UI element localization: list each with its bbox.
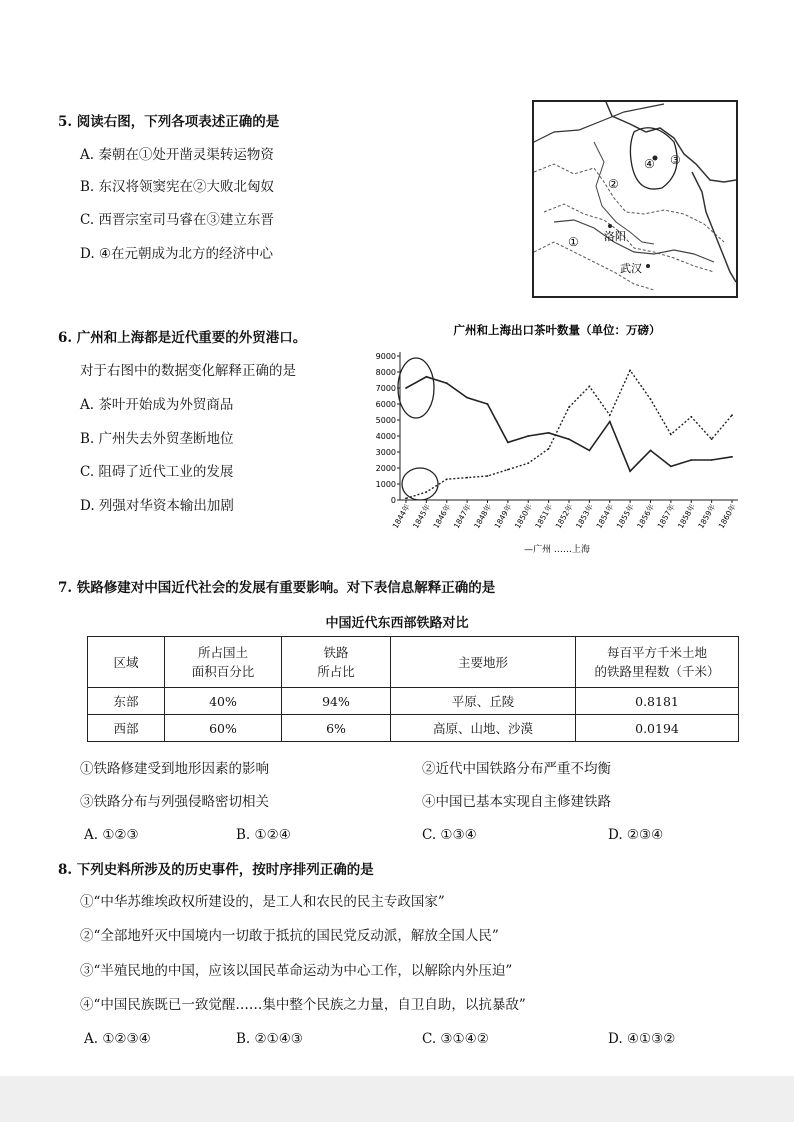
- map-coastline: [606, 102, 736, 182]
- table-cell: 0.0194: [576, 715, 739, 742]
- x-tick-label: 1846年: [431, 502, 453, 531]
- q8-answer-b: B. ②①④③: [236, 1031, 303, 1047]
- q8-quote-1: ①“中华苏维埃政权所建设的，是工人和农民的民主专政国家”: [80, 894, 445, 910]
- chart-legend: —广州 ……上海: [524, 545, 590, 555]
- header-terrain: 主要地形: [391, 637, 576, 688]
- data-point: [568, 406, 570, 408]
- data-point: [466, 397, 468, 399]
- map-border-north: [534, 104, 664, 142]
- data-point: [548, 432, 550, 434]
- data-point: [650, 398, 652, 400]
- data-point: [507, 442, 509, 444]
- data-point: [650, 450, 652, 452]
- x-tick-label: 1849年: [492, 502, 514, 531]
- footer-strip: [0, 1076, 794, 1122]
- data-point: [425, 491, 427, 493]
- luoyang-dot: [608, 224, 612, 228]
- q7-statement-1: ①铁路修建受到地形因素的影响: [80, 761, 269, 777]
- q5-option-c: C. 西晋宗室司马睿在③建立东晋: [80, 212, 274, 228]
- table-cell: 西部: [88, 715, 165, 742]
- table-cell: 东部: [88, 688, 165, 715]
- data-point: [711, 438, 713, 440]
- y-tick-label: 6000: [375, 400, 396, 409]
- table-header-row: [88, 637, 739, 688]
- x-tick-label: 1845年: [411, 502, 433, 531]
- handdrawn-circle-top: [398, 358, 434, 418]
- y-tick-label: 4000: [375, 432, 396, 441]
- wuhan-dot: [646, 264, 650, 268]
- y-tick-label: 1000: [375, 480, 396, 489]
- data-point: [405, 387, 407, 389]
- q7-answer-b: B. ①②④: [236, 827, 291, 843]
- header-area: 所占国土 面积百分比: [165, 637, 282, 688]
- x-tick-label: 1851年: [533, 502, 555, 531]
- map-label-wuhan: 武汉: [620, 262, 642, 275]
- x-tick-label: 1847年: [451, 502, 473, 531]
- map-marker-3: ③: [670, 153, 681, 167]
- table-cell: 40%: [165, 688, 282, 715]
- data-point: [609, 421, 611, 423]
- x-tick-label: 1844年: [390, 502, 412, 531]
- x-tick-label: 1859年: [696, 502, 718, 531]
- q6-option-c: C. 阻碍了近代工业的发展: [80, 464, 234, 480]
- q8-answer-c: C. ③①④②: [422, 1031, 489, 1047]
- data-point: [568, 438, 570, 440]
- railway-table: [87, 636, 739, 742]
- q8-quote-3: ③“半殖民地的中国，应该以国民革命运动为中心工作，以解除内外压迫”: [80, 963, 513, 979]
- data-point: [548, 448, 550, 450]
- map-province-line-1: [534, 164, 724, 242]
- table-cell: 94%: [282, 688, 391, 715]
- data-point: [731, 414, 733, 416]
- handdrawn-circle-bottom: [402, 468, 438, 500]
- x-tick-label: 1856年: [635, 502, 657, 531]
- y-tick-label: 9000: [375, 352, 396, 361]
- header-density: 每百平方千米土地 的铁路里程数（千米）: [576, 637, 739, 688]
- y-tick-label: 8000: [375, 368, 396, 377]
- data-point: [446, 478, 448, 480]
- header-rail-share: 铁路 所占比: [282, 637, 391, 688]
- data-point: [690, 416, 692, 418]
- map-marker-2: ②: [608, 177, 619, 191]
- q7-statement-2: ②近代中国铁路分布严重不均衡: [422, 761, 611, 777]
- q5-option-d: D. ④在元朝成为北方的经济中心: [80, 246, 274, 262]
- x-tick-label: 1858年: [675, 502, 697, 531]
- y-tick-label: 5000: [375, 416, 396, 425]
- x-tick-label: 1857年: [655, 502, 677, 531]
- data-point: [629, 370, 631, 372]
- q7-statement-3: ③铁路分布与列强侵略密切相关: [80, 794, 269, 810]
- data-point: [405, 498, 407, 500]
- x-tick-label: 1855年: [614, 502, 636, 531]
- x-tick-label: 1848年: [472, 502, 494, 531]
- q6-option-b: B. 广州失去外贸垄断地位: [80, 431, 234, 447]
- x-tick-label: 1860年: [716, 502, 738, 531]
- rail-table-title: 中国近代东西部铁路对比: [325, 616, 469, 631]
- table-cell: 高原、山地、沙漠: [391, 715, 576, 742]
- q5-stem: 5. 阅读右图，下列各项表述正确的是: [58, 114, 280, 130]
- q5-option-a: A. 秦朝在①处开凿灵渠转运物资: [80, 147, 274, 163]
- q6-stem-line1: 6. 广州和上海都是近代重要的外贸港口。: [58, 330, 307, 346]
- q8-stem: 8. 下列史料所涉及的历史事件，按时序排列正确的是: [58, 862, 374, 878]
- map-marker-4: ④: [644, 157, 655, 171]
- y-tick-label: 3000: [375, 448, 396, 457]
- data-point: [731, 456, 733, 458]
- q8-answer-a: A. ①②③④: [84, 1031, 151, 1047]
- map-label-luoyang: 洛阳: [604, 230, 626, 243]
- map-marker-1: ①: [568, 235, 579, 249]
- chart-title: 广州和上海出口茶叶数量（单位：万磅）: [453, 323, 661, 337]
- tea-export-chart: [366, 320, 748, 560]
- q7-answer-a: A. ①②③: [84, 827, 139, 843]
- y-tick-label: 7000: [375, 384, 396, 393]
- data-point: [711, 459, 713, 461]
- q5-option-b: B. 东汉将领窦宪在②大败北匈奴: [80, 179, 275, 195]
- q8-quote-2: ②“全部地歼灭中国境内一切敢于抵抗的国民党反动派，解放全国人民”: [80, 928, 499, 944]
- data-point: [527, 462, 529, 464]
- map-drawing: [534, 102, 736, 296]
- data-point: [487, 475, 489, 477]
- x-tick-label: 1850年: [512, 502, 534, 531]
- table-row: [88, 715, 739, 742]
- table-cell: 平原、丘陵: [391, 688, 576, 715]
- data-point: [609, 414, 611, 416]
- q8-quote-4: ④“中国民族既已一致觉醒……集中整个民族之力量，自卫自助，以抗暴敌”: [80, 997, 526, 1013]
- chart-svg: [366, 320, 748, 560]
- q6-option-d: D. 列强对华资本输出加剧: [80, 498, 234, 514]
- historical-map: [532, 100, 738, 298]
- q6-stem-line2: 对于右图中的数据变化解释正确的是: [80, 363, 296, 379]
- y-tick-label: 2000: [375, 464, 396, 473]
- q7-answer-d: D. ②③④: [608, 827, 664, 843]
- data-point: [507, 469, 509, 471]
- table-cell: 6%: [282, 715, 391, 742]
- data-point: [425, 376, 427, 378]
- data-point: [690, 459, 692, 461]
- data-point: [446, 382, 448, 384]
- y-tick-label: 0: [390, 496, 396, 505]
- data-point: [487, 403, 489, 405]
- data-point: [527, 435, 529, 437]
- header-region: 区域: [88, 637, 165, 688]
- data-point: [670, 434, 672, 436]
- data-point: [466, 477, 468, 479]
- data-point: [588, 450, 590, 452]
- q6-option-a: A. 茶叶开始成为外贸商品: [80, 397, 234, 413]
- table-row: [88, 688, 739, 715]
- map-east-coast: [692, 172, 736, 282]
- q8-answer-d: D. ④①③②: [608, 1031, 676, 1047]
- table-cell: 60%: [165, 715, 282, 742]
- x-tick-label: 1853年: [574, 502, 596, 531]
- data-point: [629, 470, 631, 472]
- x-tick-label: 1854年: [594, 502, 616, 531]
- x-tick-label: 1852年: [553, 502, 575, 531]
- q7-answer-c: C. ①③④: [422, 827, 477, 843]
- q7-stem: 7. 铁路修建对中国近代社会的发展有重要影响。对下表信息解释正确的是: [58, 580, 496, 596]
- data-point: [670, 466, 672, 468]
- q7-statement-4: ④中国已基本实现自主修建铁路: [422, 794, 611, 810]
- table-cell: 0.8181: [576, 688, 739, 715]
- data-point: [588, 386, 590, 388]
